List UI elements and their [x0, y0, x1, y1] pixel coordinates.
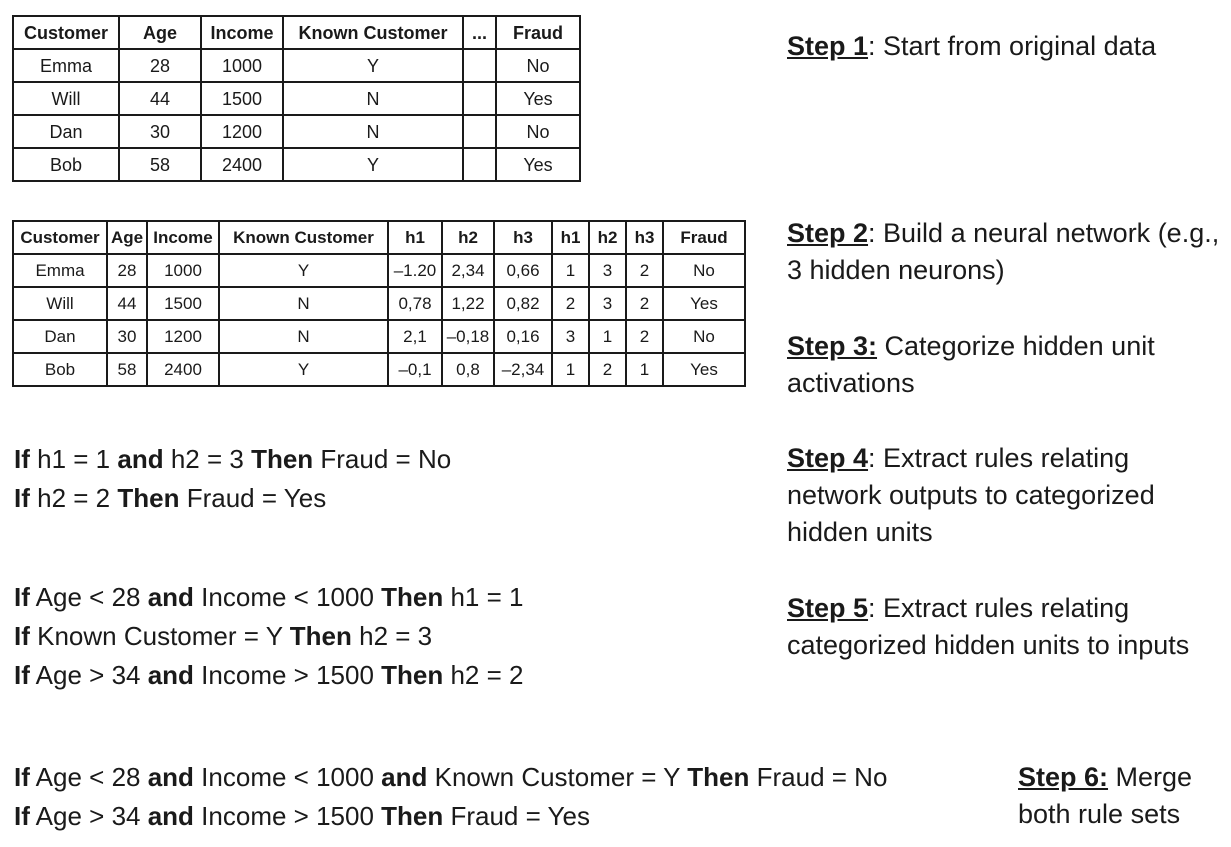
table-header-row: [13, 16, 580, 49]
table-cell: N: [283, 115, 463, 148]
step-description: Merge both rule sets: [1018, 762, 1193, 829]
table-row: [13, 254, 745, 287]
rule-text: Fraud = No: [313, 444, 452, 474]
rule-text: Age > 34: [29, 801, 148, 831]
rule-text: Age > 34: [29, 660, 148, 690]
table-cell: Bob: [13, 353, 107, 386]
rule-text: Known Customer = Y: [29, 621, 290, 651]
step-5-text: [787, 590, 1207, 664]
step-label: Step 1: [787, 31, 869, 61]
table-cell: 1: [552, 254, 589, 287]
step-6-text: [1018, 759, 1228, 833]
rule-text: Income < 1000: [193, 762, 382, 792]
rule-keyword: If: [14, 483, 30, 513]
rule-text: h2 = 3: [351, 621, 433, 651]
table-cell: –2,34: [494, 353, 552, 386]
table-cell: 2: [626, 287, 663, 320]
step-label: Step 6:: [1018, 762, 1109, 792]
table-cell: 58: [107, 353, 147, 386]
table-cell: –0,1: [388, 353, 442, 386]
rule-keyword: If: [14, 621, 30, 651]
table-cell: 1000: [147, 254, 219, 287]
column-header: Customer: [13, 16, 119, 49]
rule-keyword: and: [147, 762, 194, 792]
table-cell: 3: [552, 320, 589, 353]
table-cell: [463, 49, 496, 82]
table-cell: 2400: [201, 148, 283, 181]
rule-text: h1 = 1: [443, 582, 524, 612]
column-header: Known Customer: [283, 16, 463, 49]
table-cell: 1: [589, 320, 626, 353]
rule-text: Age < 28: [29, 762, 148, 792]
column-header: Income: [147, 221, 219, 254]
table-cell: 1500: [147, 287, 219, 320]
table-row: [13, 287, 745, 320]
table-cell: –1.20: [388, 254, 442, 287]
rule-line: [14, 440, 451, 479]
hidden-activations-table: [12, 220, 746, 387]
rule-line: [14, 656, 523, 695]
column-header: Fraud: [496, 16, 580, 49]
rule-keyword: and: [147, 660, 194, 690]
step-3-text: [787, 328, 1222, 402]
table-cell: Emma: [13, 49, 119, 82]
column-header: h2: [589, 221, 626, 254]
table-cell: No: [663, 254, 745, 287]
table-cell: Dan: [13, 115, 119, 148]
rule-text: Fraud = Yes: [443, 801, 590, 831]
table-cell: No: [663, 320, 745, 353]
table-cell: 1: [552, 353, 589, 386]
column-header: Income: [201, 16, 283, 49]
column-header: Customer: [13, 221, 107, 254]
step-label: Step 3:: [787, 331, 878, 361]
table-cell: 0,66: [494, 254, 552, 287]
table-cell: 2: [626, 320, 663, 353]
table-row: [13, 82, 580, 115]
table-cell: 2400: [147, 353, 219, 386]
table-cell: Will: [13, 287, 107, 320]
rule-line: [14, 797, 887, 836]
table-cell: Yes: [663, 353, 745, 386]
rules-hidden-to-inputs: [14, 578, 523, 695]
rule-text: Fraud = No: [749, 762, 888, 792]
rule-line: [14, 479, 451, 518]
table-row: [13, 148, 580, 181]
step-label: Step 4: [787, 443, 869, 473]
table-cell: 30: [119, 115, 201, 148]
rule-keyword: If: [14, 660, 30, 690]
rule-keyword: If: [14, 801, 30, 831]
table-cell: Yes: [663, 287, 745, 320]
table-cell: 0,82: [494, 287, 552, 320]
table-body: [13, 254, 745, 386]
table-cell: 1200: [201, 115, 283, 148]
rule-line: [14, 578, 523, 617]
column-header: h2: [442, 221, 494, 254]
step-description: : Extract rules relating network outputs to categorized hidden units: [787, 443, 1155, 547]
step-label: Step 2: [787, 218, 869, 248]
table-row: [13, 49, 580, 82]
table-cell: 2,34: [442, 254, 494, 287]
rule-keyword: Then: [381, 582, 444, 612]
table-cell: 1: [626, 353, 663, 386]
rule-keyword: and: [381, 762, 428, 792]
column-header: h3: [494, 221, 552, 254]
table-cell: Emma: [13, 254, 107, 287]
table-cell: Y: [219, 254, 388, 287]
table-cell: 28: [119, 49, 201, 82]
table-cell: [463, 115, 496, 148]
table-cell: 1,22: [442, 287, 494, 320]
rule-text: h2 = 2: [443, 660, 524, 690]
table-cell: 0,8: [442, 353, 494, 386]
rules-outputs-to-hidden: [14, 440, 451, 518]
rule-keyword: Then: [381, 801, 444, 831]
table-cell: 0,78: [388, 287, 442, 320]
rule-line: [14, 758, 887, 797]
column-header: Age: [107, 221, 147, 254]
table-body: [13, 49, 580, 181]
step-4-text: [787, 440, 1222, 551]
table-cell: 2: [626, 254, 663, 287]
rule-text: Known Customer = Y: [427, 762, 688, 792]
table-cell: 28: [107, 254, 147, 287]
rule-text: Income < 1000: [193, 582, 382, 612]
table-cell: Y: [283, 148, 463, 181]
step-description: : Start from original data: [868, 31, 1157, 61]
rule-keyword: If: [14, 762, 30, 792]
table-cell: Dan: [13, 320, 107, 353]
table-cell: 3: [589, 254, 626, 287]
rule-keyword: and: [147, 582, 194, 612]
table-cell: No: [496, 115, 580, 148]
table-cell: No: [496, 49, 580, 82]
table-cell: 1000: [201, 49, 283, 82]
table-row: [13, 115, 580, 148]
step-label: Step 5: [787, 593, 869, 623]
merged-rules: [14, 758, 887, 836]
column-header: h3: [626, 221, 663, 254]
rule-text: h2 = 3: [163, 444, 252, 474]
table-cell: 3: [589, 287, 626, 320]
rule-keyword: and: [147, 801, 194, 831]
table-cell: [463, 82, 496, 115]
table-cell: [463, 148, 496, 181]
column-header: h1: [388, 221, 442, 254]
rule-keyword: and: [117, 444, 164, 474]
rule-text: Income > 1500: [193, 801, 382, 831]
rule-text: h1 = 1: [29, 444, 118, 474]
table-row: [13, 353, 745, 386]
table-cell: –0,18: [442, 320, 494, 353]
table-cell: 0,16: [494, 320, 552, 353]
table-cell: 2: [589, 353, 626, 386]
step-description: : Build a neural network (e.g., 3 hidden neurons): [787, 218, 1220, 285]
table-cell: 2,1: [388, 320, 442, 353]
table-row: [13, 320, 745, 353]
step-1-text: [787, 28, 1227, 65]
table-cell: N: [219, 320, 388, 353]
rule-keyword: Then: [251, 444, 314, 474]
rule-keyword: Then: [117, 483, 180, 513]
table-cell: Y: [283, 49, 463, 82]
step-description: : Extract rules relating categorized hidden units to inputs: [787, 593, 1190, 660]
rule-text: Fraud = Yes: [179, 483, 327, 513]
column-header: Fraud: [663, 221, 745, 254]
table-cell: 30: [107, 320, 147, 353]
original-data-table: [12, 15, 581, 182]
table-cell: 1500: [201, 82, 283, 115]
table-cell: Yes: [496, 82, 580, 115]
table-cell: 44: [119, 82, 201, 115]
step-2-text: [787, 215, 1222, 289]
rule-keyword: Then: [381, 660, 444, 690]
rule-line: [14, 617, 523, 656]
step-description: Categorize hidden unit activations: [787, 331, 1155, 398]
table-cell: 44: [107, 287, 147, 320]
table-cell: 2: [552, 287, 589, 320]
rule-keyword: Then: [289, 621, 352, 651]
column-header: Age: [119, 16, 201, 49]
rule-text: Age < 28: [29, 582, 148, 612]
table-cell: N: [283, 82, 463, 115]
table-cell: N: [219, 287, 388, 320]
rule-keyword: Then: [687, 762, 750, 792]
table-header-row: [13, 221, 745, 254]
table-cell: 1200: [147, 320, 219, 353]
column-header: Known Customer: [219, 221, 388, 254]
table-cell: Y: [219, 353, 388, 386]
table-cell: Bob: [13, 148, 119, 181]
rule-text: h2 = 2: [29, 483, 118, 513]
rule-text: Income > 1500: [193, 660, 382, 690]
rule-keyword: If: [14, 582, 30, 612]
table-cell: Yes: [496, 148, 580, 181]
table-cell: 58: [119, 148, 201, 181]
table-cell: Will: [13, 82, 119, 115]
column-header: h1: [552, 221, 589, 254]
column-header: ...: [463, 16, 496, 49]
rule-keyword: If: [14, 444, 30, 474]
